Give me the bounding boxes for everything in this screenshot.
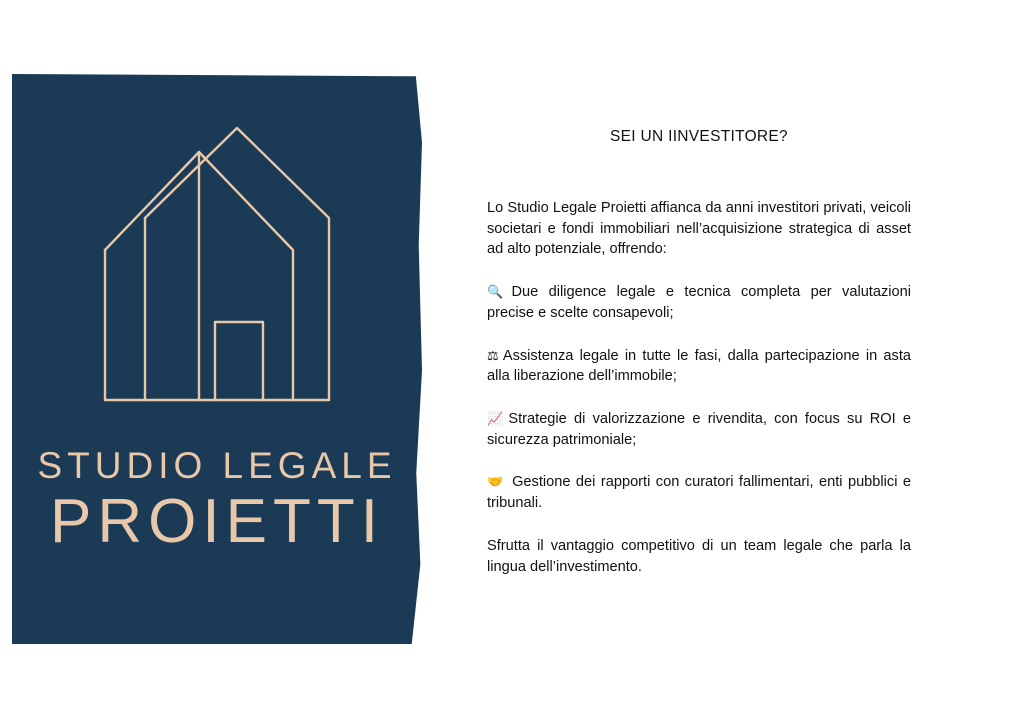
- list-item: [487, 472, 911, 513]
- list-item-text: Gestione dei rapporti con curatori fallimentari, enti pubblici e tribunali.: [487, 474, 912, 512]
- page-title: SEI UN IINVESTITORE?: [610, 128, 788, 145]
- house-outline-icon: [87, 100, 347, 440]
- list-item: [487, 346, 911, 387]
- magnifier-icon: 🔍: [487, 284, 510, 300]
- logo-line-studio-legale: STUDIO LEGALE: [37, 445, 397, 486]
- handshake-icon: 🤝: [487, 474, 505, 490]
- logo-wordmark: [12, 440, 422, 555]
- logo-content: [12, 74, 422, 644]
- list-item-text: Strategie di valorizzazione e rivendita, con focus su ROI e sicurezza patrimoniale;: [487, 411, 911, 448]
- list-item-text: Assistenza legale in tutte le fasi, dalla partecipazione in asta alla liberazione dell’immobile;: [487, 347, 912, 385]
- list-item: [487, 409, 911, 450]
- content-column: [487, 128, 911, 577]
- logo-panel: [12, 74, 422, 644]
- chart-increasing-icon: 📈: [487, 411, 507, 427]
- list-item-text: Due diligence legale e tecnica completa per valutazioni precise e scelte consapevoli;: [487, 284, 911, 321]
- list-item: [487, 282, 911, 323]
- intro-paragraph: Lo Studio Legale Proietti affianca da anni investitori privati, veicoli societari e fondi immobiliari nell’acquisizione strategica di asset ad alto potenziale, offrendo:: [487, 200, 911, 258]
- closing-paragraph: Sfrutta il vantaggio competitivo di un team legale che parla la lingua dell’investimento.: [487, 537, 911, 575]
- logo-line-proietti: PROIETTI: [50, 487, 384, 557]
- scales-icon: ⚖: [487, 347, 501, 363]
